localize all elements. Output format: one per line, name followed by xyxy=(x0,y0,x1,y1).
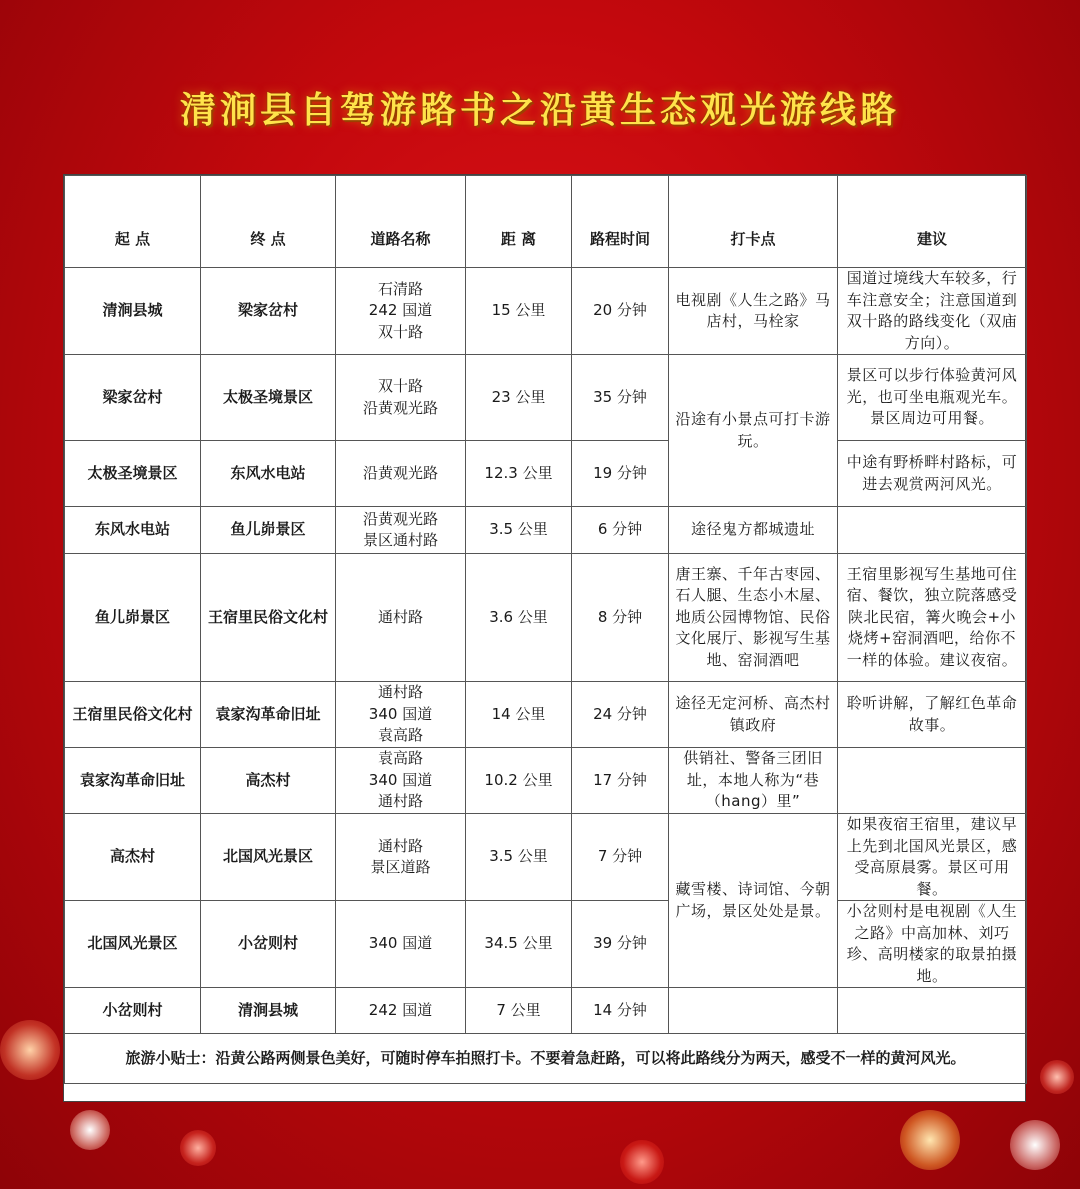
table-row xyxy=(65,682,1027,748)
header-end: 终 点 xyxy=(201,176,336,268)
time-cell: 8 分钟 xyxy=(572,554,669,682)
page-title: 清涧县自驾游路书之沿黄生态观光游线路 xyxy=(179,89,900,131)
distance-cell: 10.2 公里 xyxy=(466,748,572,814)
road-name: 袁高路 xyxy=(377,726,423,745)
checkin-cell: 供销社、警备三团旧址，本地人称为“巷（hang）里” xyxy=(669,748,838,814)
end-cell: 袁家沟革命旧址 xyxy=(201,682,336,748)
checkin-cell: 藏雪楼、诗词馆、今朝广场，景区处处是景。 xyxy=(669,814,838,988)
time-cell: 6 分钟 xyxy=(572,507,669,554)
road-name: 石清路 xyxy=(377,279,423,298)
start-cell: 东风水电站 xyxy=(65,507,201,554)
time-cell: 17 分钟 xyxy=(572,748,669,814)
road-cell xyxy=(336,355,466,441)
table-row xyxy=(65,507,1027,554)
advice-cell xyxy=(838,507,1027,554)
distance-cell: 3.5 公里 xyxy=(466,507,572,554)
bokeh-light xyxy=(70,1110,110,1150)
checkin-cell xyxy=(669,988,838,1034)
end-cell: 高杰村 xyxy=(201,748,336,814)
road-name: 340 国道 xyxy=(368,770,433,789)
travel-tip: 旅游小贴士：沿黄公路两侧景色美好，可随时停车拍照打卡。不要着急赶路，可以将此路线分为两天，感受不一样的黄河风光。 xyxy=(65,1034,1027,1084)
end-cell: 鱼儿峁景区 xyxy=(201,507,336,554)
start-cell: 袁家沟革命旧址 xyxy=(65,748,201,814)
road-cell xyxy=(336,682,466,748)
bokeh-light xyxy=(1040,1060,1074,1094)
checkin-cell: 电视剧《人生之路》马店村，马栓家 xyxy=(669,268,838,355)
table-row xyxy=(65,268,1027,355)
table-header-row xyxy=(65,176,1027,268)
road-cell xyxy=(336,507,466,554)
road-name: 340 国道 xyxy=(368,704,433,723)
distance-cell: 23 公里 xyxy=(466,355,572,441)
advice-cell xyxy=(838,988,1027,1034)
start-cell: 北国风光景区 xyxy=(65,901,201,988)
checkin-cell: 途径无定河桥、高杰村镇政府 xyxy=(669,682,838,748)
advice-cell: 景区可以步行体验黄河风光，也可坐电瓶观光车。景区周边可用餐。 xyxy=(838,355,1027,441)
route-table xyxy=(64,175,1027,1084)
header-time: 路程时间 xyxy=(572,176,669,268)
end-cell: 梁家岔村 xyxy=(201,268,336,355)
advice-cell: 中途有野桥畔村路标，可进去观赏两河风光。 xyxy=(838,441,1027,507)
route-panel xyxy=(63,174,1026,1102)
start-cell: 梁家岔村 xyxy=(65,355,201,441)
start-cell: 高杰村 xyxy=(65,814,201,901)
time-cell: 39 分钟 xyxy=(572,901,669,988)
road-cell xyxy=(336,814,466,901)
distance-cell: 3.5 公里 xyxy=(466,814,572,901)
table-row xyxy=(65,355,1027,441)
checkin-cell: 唐王寨、千年古枣园、石人腿、生态小木屋、地质公园博物馆、民俗文化展厅、影视写生基地、窑洞酒吧 xyxy=(669,554,838,682)
road-cell xyxy=(336,268,466,355)
time-cell: 19 分钟 xyxy=(572,441,669,507)
start-cell: 太极圣境景区 xyxy=(65,441,201,507)
road-name: 通村路 xyxy=(377,792,423,811)
road-cell xyxy=(336,554,466,682)
road-name: 双十路 xyxy=(377,377,423,395)
road-name: 沿黄观光路 xyxy=(362,463,438,482)
end-cell: 小岔则村 xyxy=(201,901,336,988)
start-cell: 鱼儿峁景区 xyxy=(65,554,201,682)
advice-cell: 如果夜宿王宿里，建议早上先到北国风光景区，感受高原晨雾。景区可用餐。 xyxy=(838,814,1027,901)
table-row xyxy=(65,748,1027,814)
road-name: 沿黄观光路 xyxy=(362,398,438,417)
end-cell: 太极圣境景区 xyxy=(201,355,336,441)
advice-cell xyxy=(838,748,1027,814)
table-row xyxy=(65,901,1027,988)
time-cell: 35 分钟 xyxy=(572,355,669,441)
distance-cell: 34.5 公里 xyxy=(466,901,572,988)
time-cell: 7 分钟 xyxy=(572,814,669,901)
start-cell: 清涧县城 xyxy=(65,268,201,355)
bokeh-light xyxy=(1010,1120,1060,1170)
distance-cell: 15 公里 xyxy=(466,268,572,355)
advice-cell: 聆听讲解，了解红色革命故事。 xyxy=(838,682,1027,748)
table-row xyxy=(65,988,1027,1034)
bokeh-light xyxy=(0,1020,60,1080)
advice-cell: 国道过境线大车较多，行车注意安全；注意国道到双十路的路线变化（双庙方向）。 xyxy=(838,268,1027,355)
time-cell: 24 分钟 xyxy=(572,682,669,748)
road-name: 242 国道 xyxy=(368,1000,433,1019)
distance-cell: 7 公里 xyxy=(466,988,572,1034)
advice-cell: 王宿里影视写生基地可住宿、餐饮，独立院落感受陕北民宿，篝火晚会+小烧烤+窑洞酒吧，给你不一样的体验。建议夜宿。 xyxy=(838,554,1027,682)
road-name: 242 国道 xyxy=(368,301,433,320)
road-name: 通村路 xyxy=(377,683,423,702)
road-name: 袁高路 xyxy=(377,749,423,768)
checkin-cell: 沿途有小景点可打卡游玩。 xyxy=(669,355,838,507)
road-name: 景区通村路 xyxy=(362,531,438,549)
table-row xyxy=(65,554,1027,682)
end-cell: 北国风光景区 xyxy=(201,814,336,901)
start-cell: 小岔则村 xyxy=(65,988,201,1034)
time-cell: 14 分钟 xyxy=(572,988,669,1034)
road-name: 通村路 xyxy=(377,607,423,626)
end-cell: 清涧县城 xyxy=(201,988,336,1034)
time-cell: 20 分钟 xyxy=(572,268,669,355)
start-cell: 王宿里民俗文化村 xyxy=(65,682,201,748)
advice-cell: 小岔则村是电视剧《人生之路》中高加林、刘巧珍、高明楼家的取景拍摄地。 xyxy=(838,901,1027,988)
header-start: 起 点 xyxy=(65,176,201,268)
road-name: 通村路 xyxy=(377,836,423,855)
table-row xyxy=(65,814,1027,901)
header-distance: 距 离 xyxy=(466,176,572,268)
distance-cell: 3.6 公里 xyxy=(466,554,572,682)
bokeh-light xyxy=(900,1110,960,1170)
road-name: 340 国道 xyxy=(368,934,433,953)
bokeh-light xyxy=(180,1130,216,1166)
end-cell: 王宿里民俗文化村 xyxy=(201,554,336,682)
tip-row xyxy=(65,1034,1027,1084)
road-cell xyxy=(336,988,466,1034)
road-cell xyxy=(336,901,466,988)
distance-cell: 14 公里 xyxy=(466,682,572,748)
road-name: 景区道路 xyxy=(370,858,431,876)
table-row xyxy=(65,441,1027,507)
distance-cell: 12.3 公里 xyxy=(466,441,572,507)
header-advice: 建议 xyxy=(838,176,1027,268)
road-cell xyxy=(336,748,466,814)
road-name: 双十路 xyxy=(377,322,423,341)
header-road: 道路名称 xyxy=(336,176,466,268)
end-cell: 东风水电站 xyxy=(201,441,336,507)
bokeh-light xyxy=(620,1140,664,1184)
road-cell xyxy=(336,441,466,507)
header-checkin: 打卡点 xyxy=(669,176,838,268)
checkin-cell: 途径鬼方都城遗址 xyxy=(669,507,838,554)
road-name: 沿黄观光路 xyxy=(362,509,438,528)
